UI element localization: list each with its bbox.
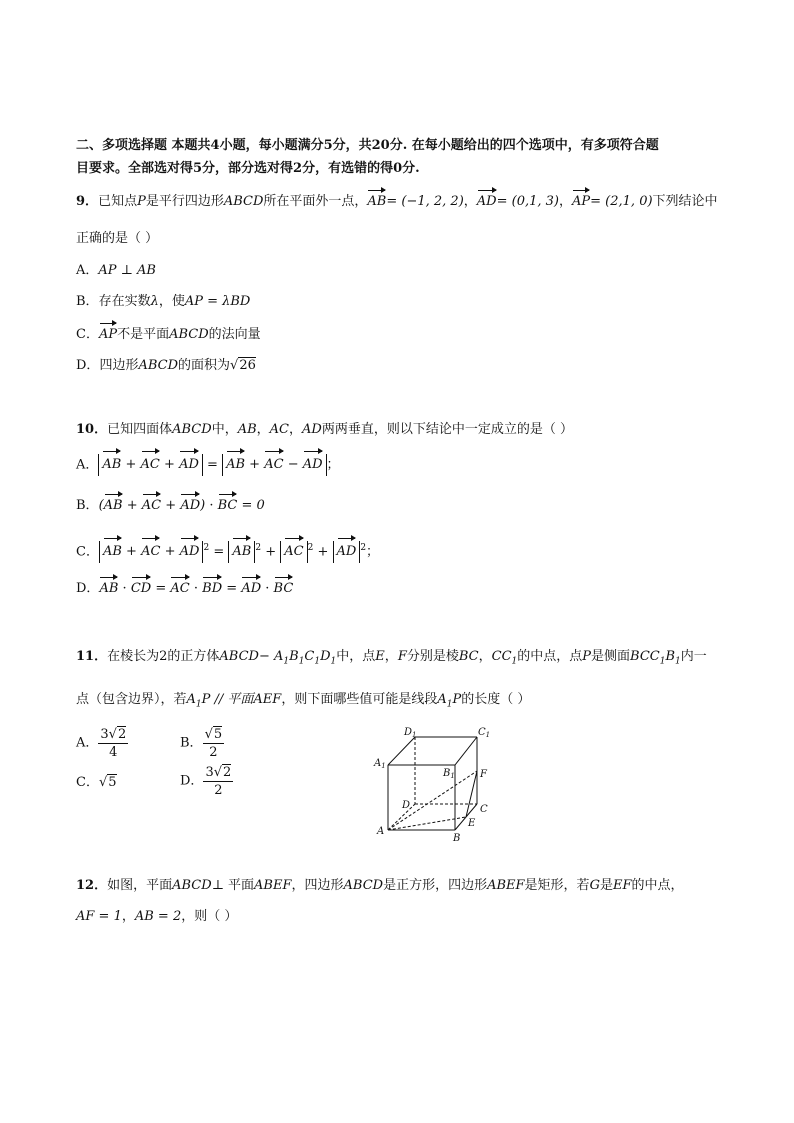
q10-stem: 10．已知四面体ABCD中，AB，AC，AD两两垂直，则以下结论中一定成立的是（ ） bbox=[76, 422, 573, 437]
vector-ab: AB bbox=[367, 194, 387, 209]
q11-option-c: C．√5 bbox=[76, 775, 117, 790]
label-b: B bbox=[453, 833, 461, 844]
label-c: C bbox=[480, 804, 488, 815]
q9-stem-line2: 正确的是（ ） bbox=[76, 231, 159, 246]
section-heading-line1: 二、多项选择题 本题共4小题，每小题满分5分，共20分. 在每小题给出的四个选项中，有多项符合题 bbox=[76, 138, 659, 153]
q9-option-b: B．存在实数λ，使AP = λBD bbox=[76, 294, 251, 309]
label-c1: $C_1$ bbox=[478, 727, 491, 739]
q11-stem-line2: 点（包含边界），若$A_1P$ // 平面AEF，则下面哪些值可能是线段$A_1P$的长度（ ） bbox=[76, 692, 531, 710]
q11-number: 11 bbox=[76, 649, 95, 664]
label-d1: $D_1$ bbox=[404, 727, 417, 739]
q10-option-d: D．AB · CD = AC · BD = AD · BC bbox=[76, 581, 294, 596]
label-d: D bbox=[402, 800, 411, 811]
q11-option-d: D． $\frac{3√2}{2}$ bbox=[180, 765, 232, 798]
q11-option-a: A． $\frac{3√2}{4}$ bbox=[76, 727, 127, 760]
q12-stem-line2: AF = 1，AB = 2，则（ ） bbox=[76, 909, 238, 924]
q9-option-d: D．四边形ABCD的面积为√26 bbox=[76, 358, 256, 373]
q11-option-b: B． $\frac{√5}{2}$ bbox=[180, 727, 223, 760]
section-heading-line2: 目要求。全部选对得5分，部分选对得2分，有选错的得0分. bbox=[76, 161, 420, 176]
q10-number: 10 bbox=[76, 422, 95, 437]
q9-option-c: C．AP不是平面ABCD的法向量 bbox=[76, 327, 261, 342]
label-a1: $A_1$ bbox=[374, 758, 386, 770]
cube-figure bbox=[368, 722, 498, 846]
label-f: F bbox=[480, 769, 487, 780]
q12-stem-line1: 12．如图，平面ABCD⊥ 平面ABEF，四边形ABCD是正方形，四边形ABEF是矩形，若G是EF的中点， bbox=[76, 878, 684, 893]
label-a: A bbox=[377, 826, 385, 837]
q11-stem-line1: 11．在棱长为2的正方体ABCD− $A_1B_1C_1D_1$中，点E，F分别是棱BC，$CC_1$的中点，点P是侧面$BCC_1B_1$内一 bbox=[76, 649, 707, 667]
label-b1: $B_1$ bbox=[443, 768, 455, 780]
q9-stem-line1: 9．已知点P是平行四边形ABCD所在平面外一点，AB= (−1, 2, 2)，AD= (0,1, 3)，AP= (2,1, 0)下列结论中 bbox=[76, 194, 718, 209]
q10-option-c: C． AB + AC + AD $^2$ = AB $^2$ + AC $^2$ + AD $^2$； bbox=[76, 539, 379, 563]
q10-option-a: A． AB + AC + AD = AB + AC − AD ； bbox=[76, 454, 340, 476]
q9-option-a: A．AP ⊥ AB bbox=[76, 263, 156, 278]
vector-ad: AD bbox=[476, 194, 497, 209]
label-e: E bbox=[468, 818, 476, 829]
q12-number: 12 bbox=[76, 878, 95, 893]
q10-option-b: B．(AB + AC + AD) · BC = 0 bbox=[76, 498, 265, 513]
vector-ap: AP bbox=[572, 194, 591, 209]
q9-number: 9 bbox=[76, 194, 86, 209]
